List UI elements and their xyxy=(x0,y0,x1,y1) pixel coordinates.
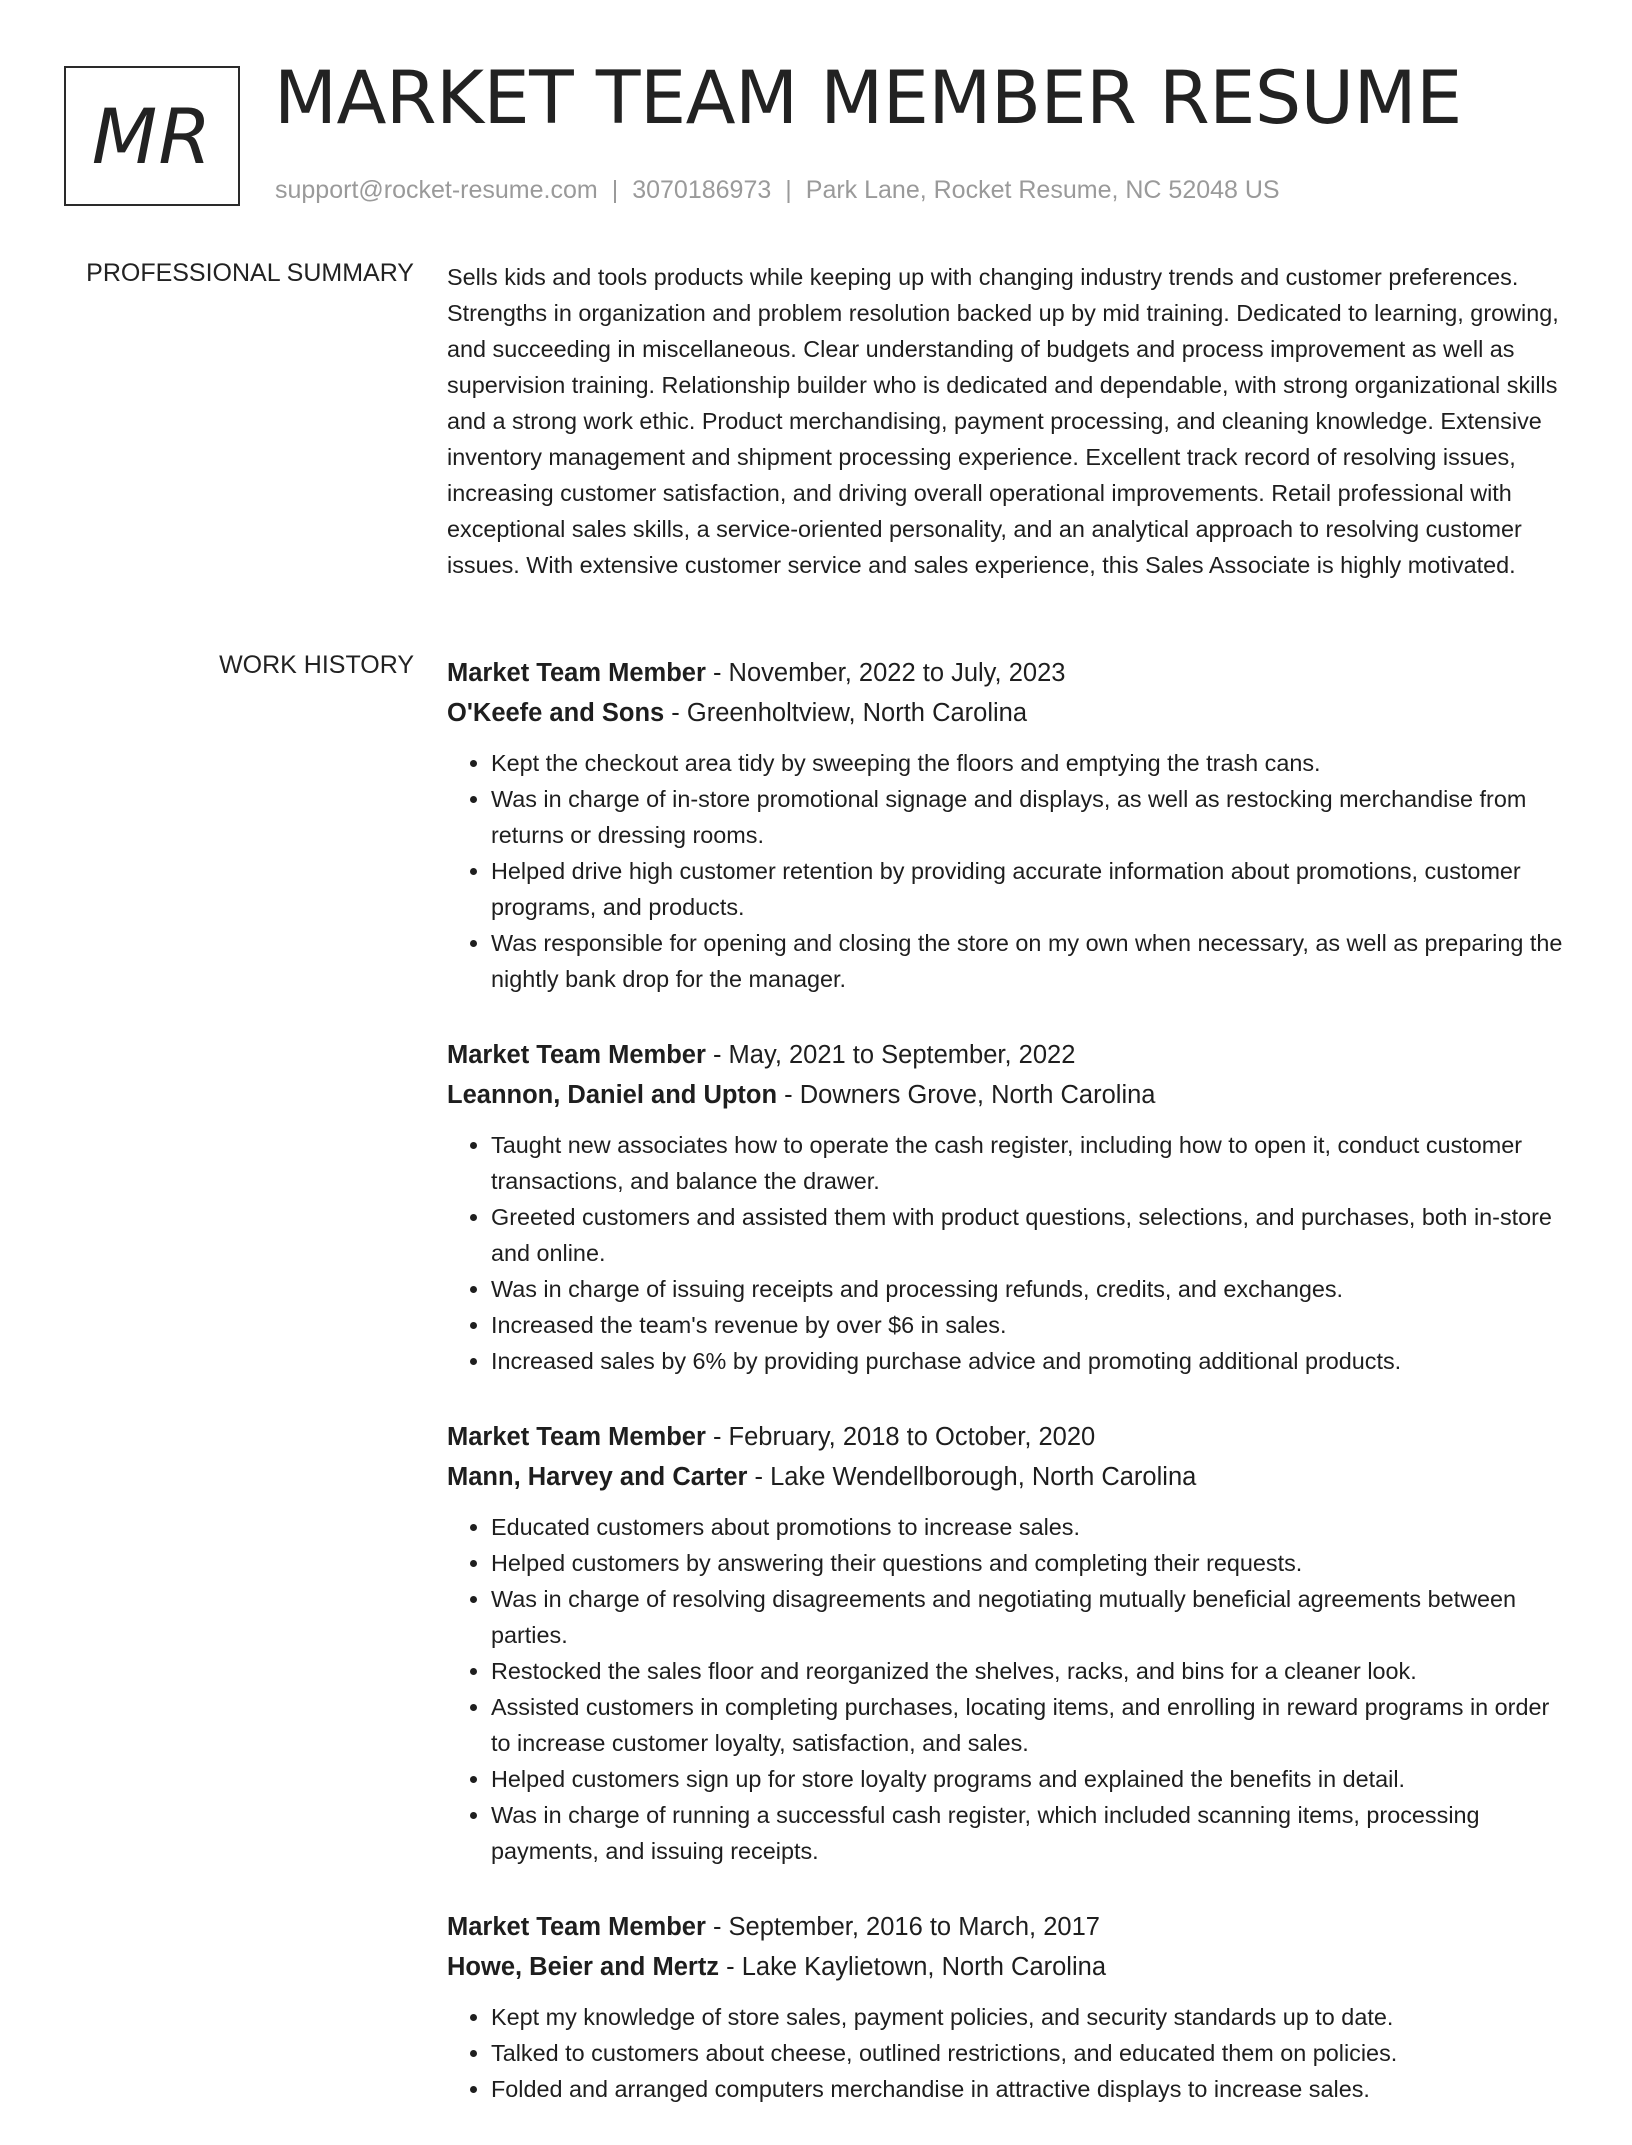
contact-separator: | xyxy=(785,176,792,204)
job-company-line xyxy=(447,1947,1565,1987)
job-bullet: • Restocked the sales floor and reorganized the shelves, racks, and bins for a cleaner look. xyxy=(491,1653,1565,1689)
job-entry xyxy=(447,1907,1565,2107)
job-company: O'Keefe and Sons xyxy=(447,699,665,727)
job-location: - Greenholtview, North Carolina xyxy=(664,699,1028,727)
job-location: - Downers Grove, North Carolina xyxy=(777,1081,1156,1109)
job-bullet: • Increased sales by 6% by providing purchase advice and promoting additional products. xyxy=(491,1343,1565,1379)
summary-text: Sells kids and tools products while keeping up with changing industry trends and customer preferences. Strengths in organization and problem resolution backed up by mid training. Dedicated to learning, growing, and succeeding in miscellaneous. Clear understanding of budgets and process improvement as well as supervision training. Relationship builder who is dedicated and dependable, with strong organizational skills and a strong work ethic. Product merchandising, payment processing, and cleaning knowledge. Extensive inventory management and shipment processing experience. Excellent track record of resolving issues, increasing customer satisfaction, and driving overall operational improvements. Retail professional with exceptional sales skills, a service-oriented personality, and an analytical approach to resolving customer issues. With extensive customer service and sales experience, this Sales Associate is highly motivated. xyxy=(447,264,1559,578)
summary-section-label: PROFESSIONAL SUMMARY xyxy=(86,259,414,287)
contact-line xyxy=(275,176,1280,205)
job-company: Howe, Beier and Mertz xyxy=(447,1953,720,1981)
job-bullet: • Was in charge of resolving disagreements and negotiating mutually beneficial agreements between parties. xyxy=(491,1581,1565,1653)
job-company-line xyxy=(447,693,1565,733)
monogram-logo: MR xyxy=(64,66,240,206)
work-history-section-label: WORK HISTORY xyxy=(219,651,414,679)
job-title-line xyxy=(447,1417,1565,1457)
job-company-line xyxy=(447,1457,1565,1497)
job-bullet: • Assisted customers in completing purchases, locating items, and enrolling in reward programs in order to increase customer loyalty, satisfaction, and sales. xyxy=(491,1689,1565,1761)
job-bullet: • Was in charge of in-store promotional signage and displays, as well as restocking merchandise from returns or dressing rooms. xyxy=(491,781,1565,853)
job-bullet: • Folded and arranged computers merchandise in attractive displays to increase sales. xyxy=(491,2071,1565,2107)
job-title: Market Team Member xyxy=(447,659,706,687)
job-bullet: • Helped customers by answering their questions and completing their requests. xyxy=(491,1545,1565,1581)
job-dates: - May, 2021 to September, 2022 xyxy=(705,1041,1076,1069)
job-bullet: • Increased the team's revenue by over $6 in sales. xyxy=(491,1307,1565,1343)
job-company-line xyxy=(447,1075,1565,1115)
job-bullet: • Taught new associates how to operate the cash register, including how to open it, conduct customer transactions, and balance the drawer. xyxy=(491,1127,1565,1199)
job-company: Leannon, Daniel and Upton xyxy=(447,1081,778,1109)
job-dates: - November, 2022 to July, 2023 xyxy=(705,659,1066,687)
work-history-list xyxy=(447,653,1565,2145)
job-dates: - February, 2018 to October, 2020 xyxy=(705,1423,1096,1451)
job-bullets xyxy=(447,1509,1565,1869)
job-bullet: • Kept the checkout area tidy by sweeping the floors and emptying the trash cans. xyxy=(491,745,1565,781)
job-bullet: • Was in charge of issuing receipts and processing refunds, credits, and exchanges. xyxy=(491,1271,1565,1307)
job-dates: - September, 2016 to March, 2017 xyxy=(705,1913,1100,1941)
job-title: Market Team Member xyxy=(447,1913,706,1941)
job-bullet: • Kept my knowledge of store sales, payment policies, and security standards up to date. xyxy=(491,1999,1565,2035)
job-title-line xyxy=(447,1907,1565,1947)
job-bullet: • Talked to customers about cheese, outlined restrictions, and educated them on policies. xyxy=(491,2035,1565,2071)
job-entry xyxy=(447,1417,1565,1869)
job-location: - Lake Wendellborough, North Carolina xyxy=(747,1463,1197,1491)
job-company: Mann, Harvey and Carter xyxy=(447,1463,748,1491)
contact-address: Park Lane, Rocket Resume, NC 52048 US xyxy=(805,176,1280,204)
job-entry xyxy=(447,1035,1565,1379)
job-bullet: • Greeted customers and assisted them with product questions, selections, and purchases, both in-store and online. xyxy=(491,1199,1565,1271)
job-bullets xyxy=(447,1127,1565,1379)
job-title-line xyxy=(447,1035,1565,1075)
job-location: - Lake Kaylietown, North Carolina xyxy=(719,1953,1106,1981)
job-title: Market Team Member xyxy=(447,1423,706,1451)
contact-email[interactable]: support@rocket-resume.com xyxy=(275,176,598,204)
job-bullet: • Helped drive high customer retention by providing accurate information about promotions, customer programs, and products. xyxy=(491,853,1565,925)
job-bullets xyxy=(447,745,1565,997)
job-bullet: • Helped customers sign up for store loyalty programs and explained the benefits in detail. xyxy=(491,1761,1565,1797)
contact-phone[interactable]: 3070186973 xyxy=(632,176,772,204)
job-title: Market Team Member xyxy=(447,1041,706,1069)
job-entry xyxy=(447,653,1565,997)
resume-title: MARKET TEAM MEMBER RESUME xyxy=(274,56,1462,141)
contact-separator: | xyxy=(611,176,619,204)
job-bullets xyxy=(447,1999,1565,2107)
job-bullet: • Educated customers about promotions to increase sales. xyxy=(491,1509,1565,1545)
job-title-line xyxy=(447,653,1565,693)
job-bullet: • Was responsible for opening and closing the store on my own when necessary, as well as preparing the nightly bank drop for the manager. xyxy=(491,925,1565,997)
job-bullet: • Was in charge of running a successful cash register, which included scanning items, processing payments, and issuing receipts. xyxy=(491,1797,1565,1869)
